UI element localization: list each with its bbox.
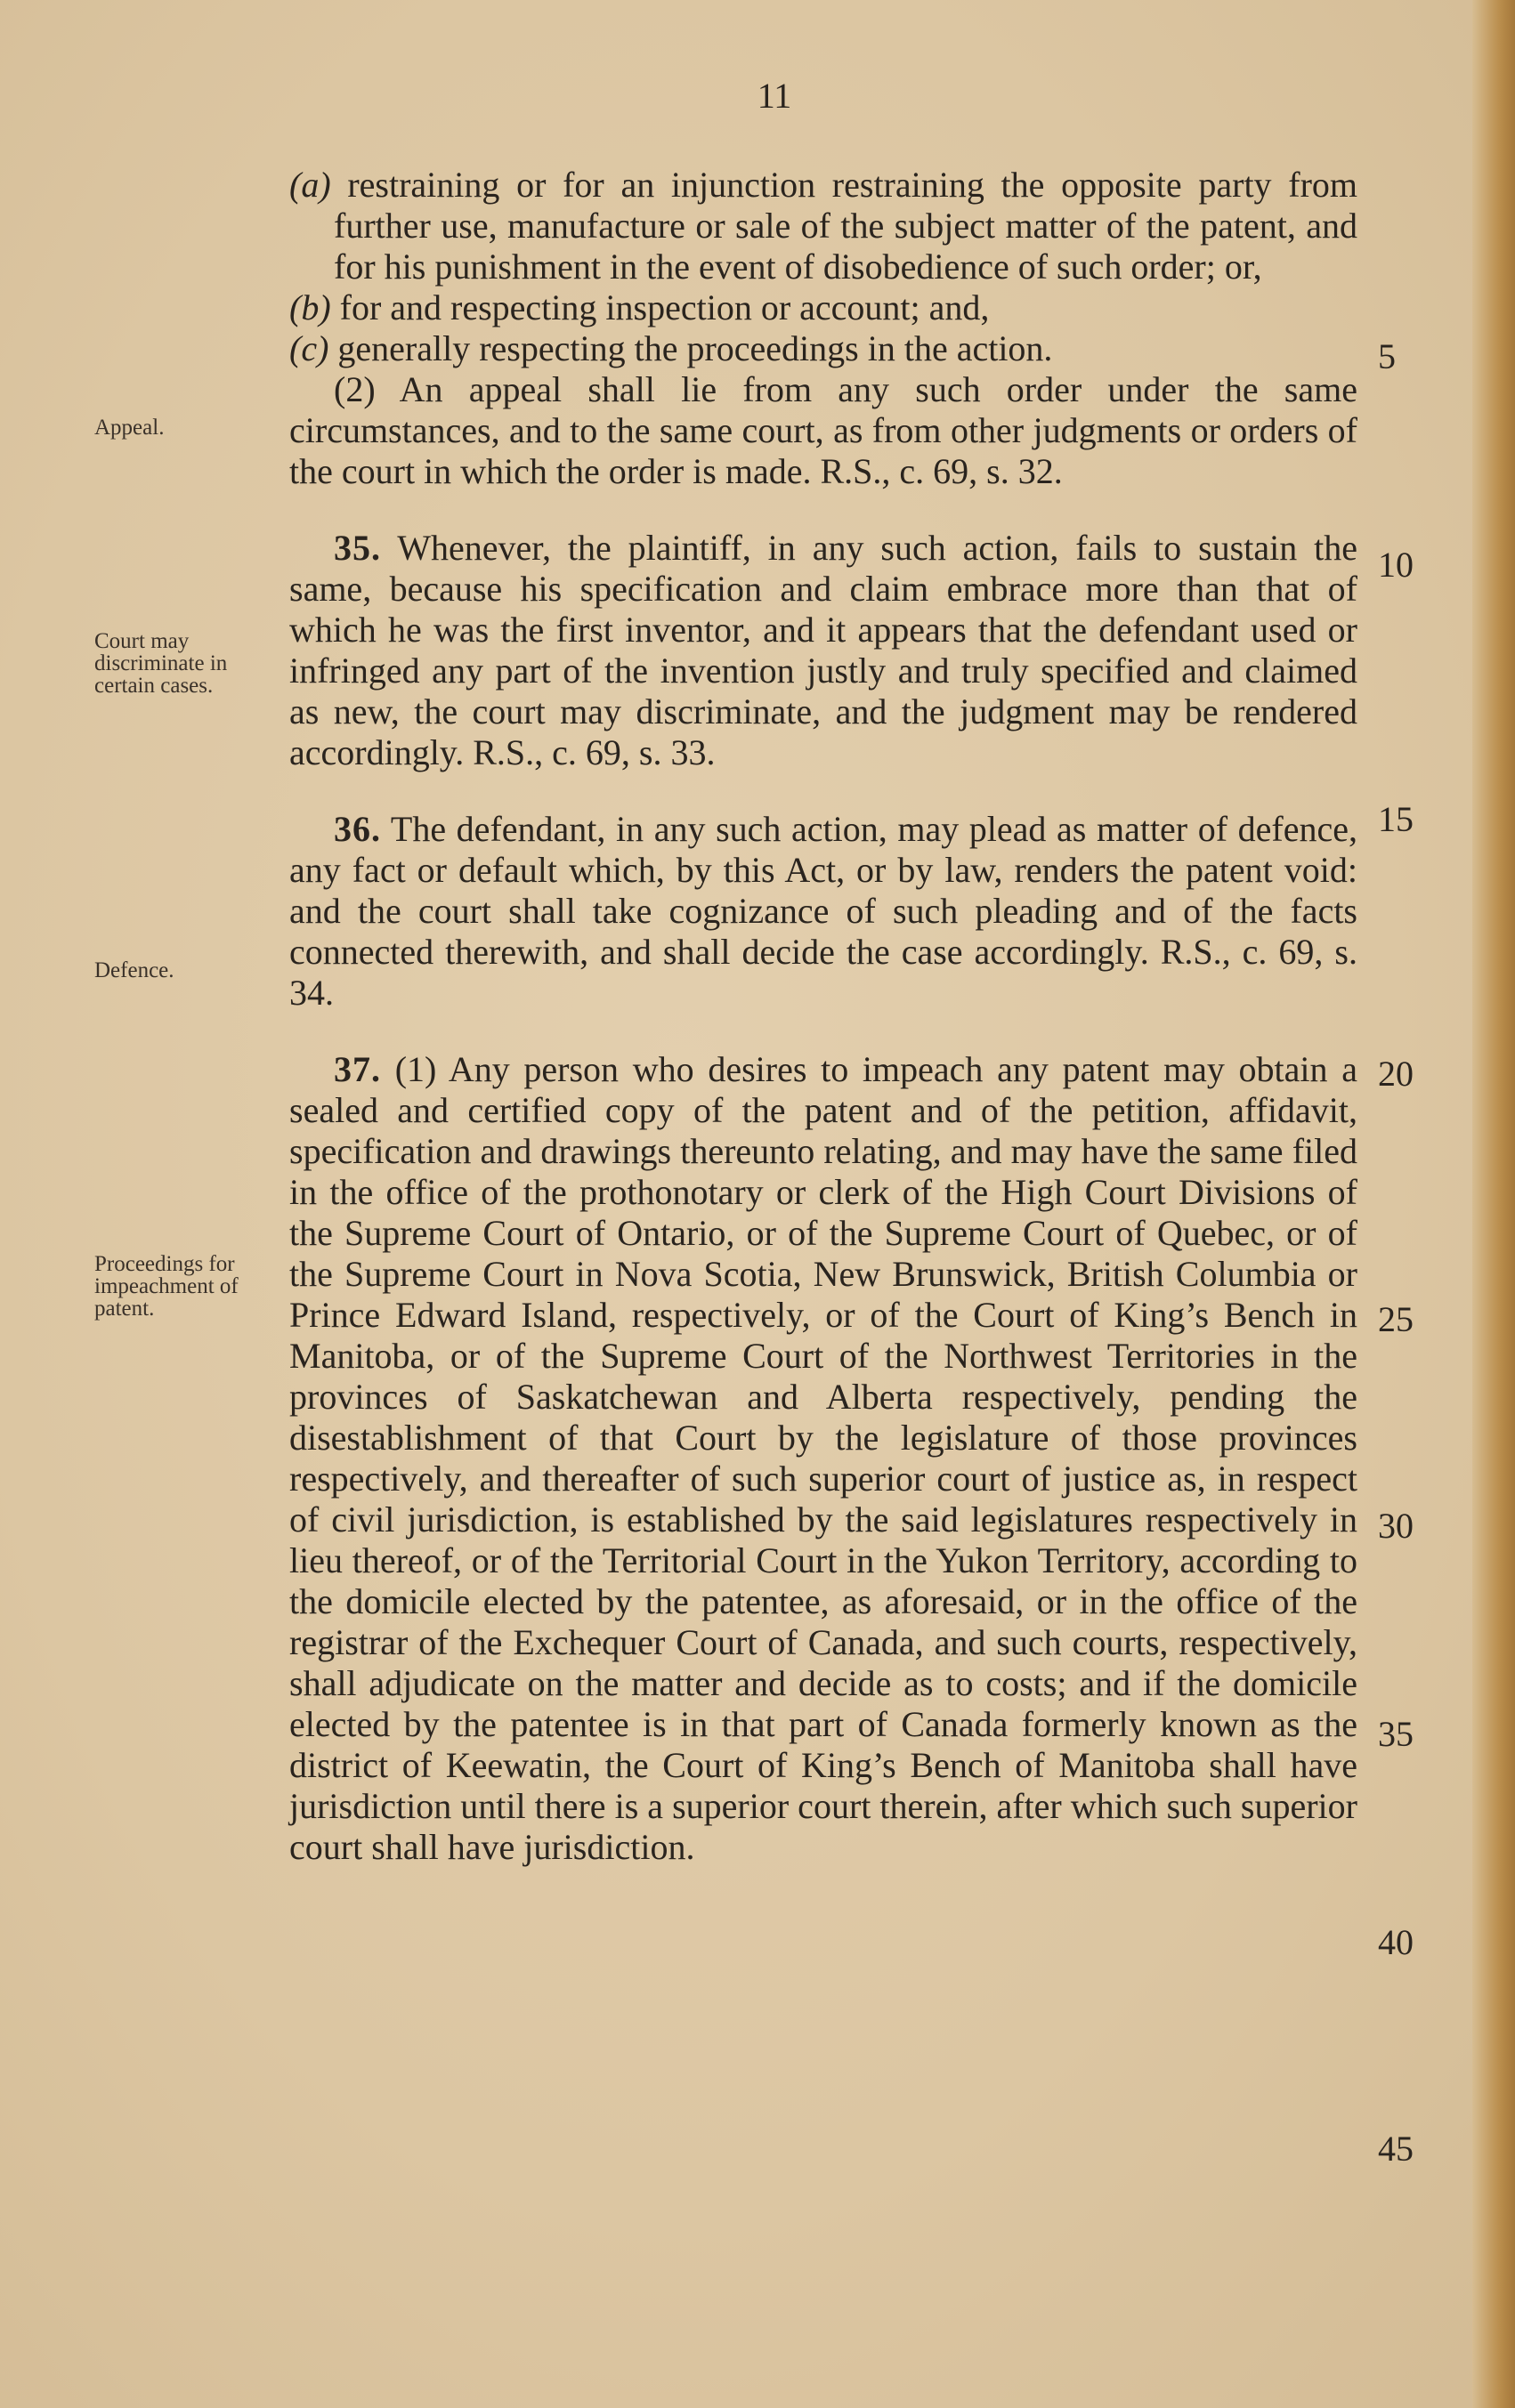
clause-text: restraining or for an injunction restraining the opposite party from further use, manufacture or sale of the subject matter of the patent, and for his punishment in the event of disobedience of such order; or, (334, 165, 1358, 287)
margin-note-impeachment: Proceedings for impeachment of patent. (94, 1252, 239, 1321)
page-edge (1472, 0, 1515, 2408)
section-number: 37. (334, 1049, 381, 1089)
clause-label: (a) (289, 165, 331, 205)
section-number: 36. (334, 809, 381, 849)
section-text: (1) Any person who desires to impeach any patent may obtain a sealed and certified copy of the patent and of the petition, affidavit, specification and drawings thereunto relating, and may have the same filed in the office of the prothonotary or clerk of the High Court Divisions of the Supreme Court of Ontario, or of the Supreme Court of Quebec, or of the Supreme Court in Nova Scotia, New Brunswick, British Columbia or Prince Edward Island, respectively, or of the Court of King’s Bench in Manitoba, or of the Supreme Court of the Northwest Territories in the provinces of Saskatchewan and Alberta respectively, pending the disestablishment of that Court by the legislature of those provinces respectively, and thereafter of such superior court of justice as, in respect of civil jurisdiction, is established by the said legislatures respectively in lieu thereof, or of the Territorial Court in the Yukon Territory, according to the domicile elected by the patentee, as aforesaid, or in the office of the registrar of the Exchequer Court of Canada, and such courts, respectively, shall adjudicate on the matter and decide as to costs; and if the domicile elected by the patentee is in that part of Canada formerly known as the district of Keewatin, the Court of King’s Bench of Manitoba shall have jurisdiction until there is a superior court therein, after which such superior court shall have jurisdiction. (289, 1049, 1357, 1867)
line-number: 45 (1378, 2129, 1414, 2169)
section-35 (289, 528, 1357, 773)
line-number: 20 (1378, 1054, 1414, 1094)
body-text (289, 165, 1357, 1868)
line-number: 5 (1378, 336, 1396, 376)
subsection-2: (2) An appeal shall lie from any such order under the same circumstances, and to the same court, as from other judgments or orders of the court in which the order is made. R.S., c. 69, s. 32. (289, 369, 1357, 491)
section-36 (289, 809, 1357, 1014)
margin-note-defence: Defence. (94, 958, 174, 982)
clause-c (289, 328, 1357, 369)
section-37 (289, 1049, 1357, 1868)
clause-b (289, 287, 1357, 328)
page-number: 11 (757, 76, 792, 116)
line-number: 30 (1378, 1506, 1414, 1546)
line-number: 25 (1378, 1299, 1414, 1339)
clause-label: (b) (289, 287, 331, 327)
line-number: 40 (1378, 1922, 1414, 1962)
clause-a (289, 165, 1357, 287)
margin-note-discriminate: Court may discriminate in certain cases. (94, 629, 228, 698)
clause-text: for and respecting inspection or account; and, (339, 287, 990, 327)
clause-text: generally respecting the proceedings in the action. (337, 328, 1053, 368)
line-number: 35 (1378, 1714, 1414, 1754)
margin-note-appeal: Appeal. (94, 416, 165, 440)
line-number: 10 (1378, 545, 1414, 585)
section-number: 35. (334, 528, 381, 568)
line-number: 15 (1378, 799, 1414, 839)
section-text: The defendant, in any such action, may plead as matter of defence, any fact or default which, by this Act, or by law, renders the patent void: and the court shall take cognizance of such pleading and of the facts connected therewith, and shall decide the case accordingly. R.S., c. 69, s. 34. (289, 809, 1358, 1013)
clause-label: (c) (289, 328, 329, 368)
section-text: Whenever, the plaintiff, in any such action, fails to sustain the same, because his specification and claim embrace more than that of which he was the first inventor, and it appears that the defendant used or infringed any part of the invention justly and truly specified and claimed as new, the court may discriminate, and the judgment may be rendered accordingly. R.S., c. 69, s. 33. (289, 528, 1358, 772)
